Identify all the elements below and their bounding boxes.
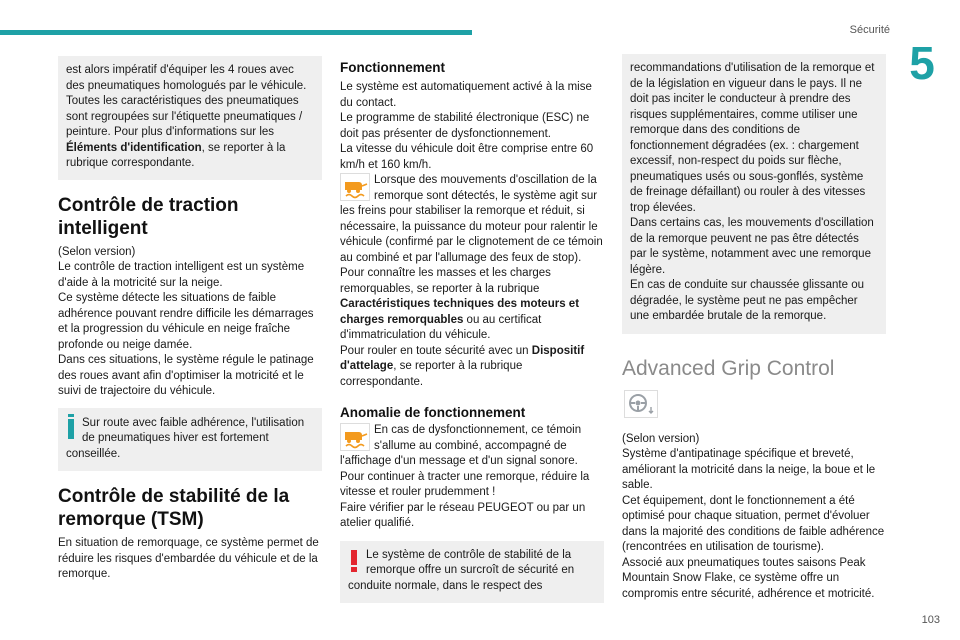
fonct-p6: Pour rouler en toute sécurité avec un Dispositif d'attelage, se reporter à la rubrique correspondante. — [340, 344, 585, 388]
traction-p1: (Selon version) — [58, 245, 136, 258]
grip-control-icon — [624, 390, 658, 418]
fonct-p3: La vitesse du véhicule doit être comprise entre 60 km/h et 160 km/h. — [340, 143, 594, 171]
ref-identification: Éléments d'identification — [66, 141, 202, 154]
note-text-2: Toutes les caractéristiques des pneumatiques sont regroupées sur l'étiquette pneumatiques / peinture. Pour plus d'informations sur les Éléments d'identification, se reporter à la rubrique correspondante. — [66, 95, 303, 169]
warn-cont-3: En cas de conduite sur chaussée glissante ou dégradée, le système peut ne pas empêcher une embardée brutale de la remorque. — [630, 279, 864, 322]
warn-cont-2: Dans certains cas, les mouvements d'oscillation de la remorque peuvent ne pas être détectés par le système, notamment avec une remorque légère. — [630, 217, 874, 276]
info-text: Sur route avec faible adhérence, l'utilisation de pneumatiques hiver est fortement conseillée. — [66, 416, 305, 460]
section-title: Sécurité — [849, 24, 890, 36]
column-3 — [622, 54, 886, 602]
fonct-p5: Pour connaître les masses et les charges remorquables, se reporter à la rubrique Caractéristiques techniques des moteurs et charges remorquables ou au certificat d'immatriculation du véhicule. — [340, 267, 580, 341]
tsm-text: En situation de remorquage, ce système permet de réduire les risques d'embardée du véhicule et de la remorque. — [58, 537, 319, 580]
info-box — [58, 408, 322, 472]
trailer-stability-fault-icon — [340, 423, 370, 451]
agc-p3: Cet équipement, dont le fonctionnement a été optimisé pour chaque situation, permet d'évoluer dans la majorité des conditions de faible adhérence (rencontrées en utilisation de tourisme). — [622, 494, 885, 553]
anomalie-p1: En cas de dysfonctionnement, ce témoin s'allume au combiné, accompagné de l'affichage d'un message et d'un signal sonore. — [340, 424, 582, 467]
anomalie-p3: Faire vérifier par le réseau PEUGEOT ou par un atelier qualifié. — [340, 501, 586, 529]
column-1 — [58, 56, 322, 583]
chapter-number: 5 — [909, 37, 935, 89]
heading-tsm: Contrôle de stabilité de la remorque (TSM) — [58, 486, 290, 530]
fonct-p1: Le système est automatiquement activé à la mise du contact. — [340, 81, 592, 109]
agc-p4: Associé aux pneumatiques toutes saisons Peak Mountain Snow Flake, ce système offre un compromis entre sécurité, adhérence et motricité. — [622, 556, 875, 600]
traction-p2: Le contrôle de traction intelligent est un système d'aide à la motricité sur la neige. — [58, 261, 305, 289]
warning-icon — [351, 550, 357, 570]
warn-cont-1: recommandations d'utilisation de la remorque et de la législation en vigueur dans le pays. Il ne doit pas inciter le conducteur à prendre des risques supplémentaires, comme utiliser une remorque dans des conditions de fonctionnement dégradées (ex. : chargement excessif, non-respect du poids sur flèche, pneumatiques usés ou sous-gonflés, système de freinage défaillant) ou rouler à des vitesses trop élevées. — [630, 62, 875, 214]
column-2 — [340, 59, 604, 603]
traction-p4: Dans ces situations, le système régule le patinage des roues avant afin d'optimiser la motricité et le suivi de trajectoire du véhicule. — [58, 354, 314, 397]
warning-continued-box — [622, 54, 886, 334]
traction-p3: Ce système détecte les situations de faible adhérence pouvant rendre difficile les démarrages et la progression du véhicule en neige fraîche profonde ou neige damée. — [58, 292, 314, 351]
anomalie-p1-block — [340, 423, 604, 470]
heading-fonctionnement: Fonctionnement — [340, 60, 445, 75]
anomalie-p2: Pour continuer à tracter une remorque, réduire la vitesse et rouler prudemment ! — [340, 470, 590, 498]
heading-traction-control: Contrôle de traction intelligent — [58, 194, 239, 239]
fonct-p2: Le programme de stabilité électronique (ESC) ne doit pas présenter de dysfonctionnement. — [340, 112, 590, 140]
note-text-1: est alors impératif d'équiper les 4 roues avec des pneumatiques homologués par le véhicule. — [66, 64, 307, 92]
trailer-stability-warning-icon — [340, 173, 370, 201]
page-number: 103 — [921, 614, 940, 626]
heading-anomalie: Anomalie de fonctionnement — [340, 405, 526, 420]
agc-p2: Système d'antipatinage spécifique et breveté, améliorant la motricité dans la neige, la boue et le sable. — [622, 448, 876, 491]
agc-p1: (Selon version) — [622, 432, 700, 445]
fonct-p4: Lorsque des mouvements d'oscillation de la remorque sont détectés, le système agit sur les freins pour stabiliser la remorque et réduit, si nécessaire, la puissance du moteur pour ralentir le véhicule (confirmé par le clignotement de ce témoin au combiné et par l'allumage des feux de stop). — [340, 174, 603, 264]
ref-towing-device: Dispositif d'attelage — [340, 344, 585, 372]
fonct-p4-block — [340, 173, 604, 266]
continued-note-box — [58, 56, 322, 180]
warning-box — [340, 541, 604, 604]
heading-advanced-grip-control: Advanced Grip Control — [622, 356, 835, 380]
header-accent-bar — [0, 30, 472, 35]
warning-text: Le système de contrôle de stabilité de la remorque offre un surcroît de sécurité en conduite normale, dans le respect des — [348, 548, 575, 592]
info-icon — [68, 419, 74, 439]
ref-engine-specs: Caractéristiques techniques des moteurs et charges remorquables — [340, 298, 580, 326]
